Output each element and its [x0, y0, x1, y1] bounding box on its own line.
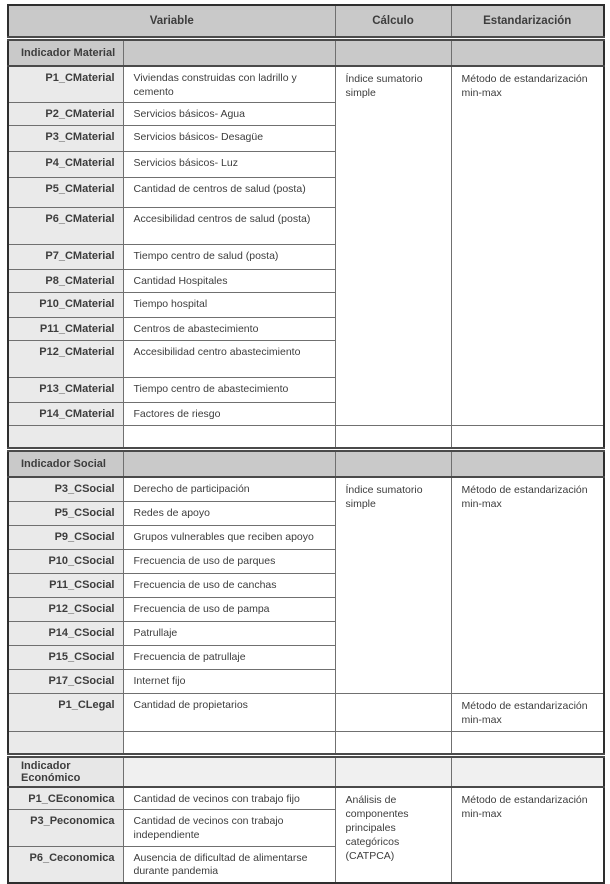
variable-desc-cell: Derecho de participación — [123, 477, 335, 501]
section-empty-cell — [123, 755, 335, 787]
variable-desc-cell: Cantidad de vecinos con trabajo fijo — [123, 787, 335, 810]
variables-table-body — [8, 39, 604, 884]
variable-desc-cell: Ausencia de dificultad de alimentarse durante pandemia — [123, 846, 335, 883]
section-title: Indicador Material — [8, 39, 123, 67]
variable-desc-cell: Servicios básicos- Luz — [123, 152, 335, 178]
separator-row — [8, 426, 604, 450]
variable-code-cell: P2_CMaterial — [8, 103, 123, 126]
separator-cell — [123, 426, 335, 450]
variable-code-cell: P1_CMaterial — [8, 66, 123, 103]
variable-code-cell: P3_CMaterial — [8, 126, 123, 152]
section-empty-cell — [451, 39, 604, 67]
separator-cell — [335, 426, 451, 450]
section-empty-cell — [123, 39, 335, 67]
variable-desc-cell: Viviendas construidas con ladrillo y cemento — [123, 66, 335, 103]
variable-code-cell: P5_CMaterial — [8, 178, 123, 208]
estandarizacion-cell: Método de estandarización min-max — [451, 693, 604, 731]
estandarizacion-cell: Método de estandarización min-max — [451, 66, 604, 426]
variable-code-cell: P5_CSocial — [8, 501, 123, 525]
table-row — [8, 477, 604, 501]
section-header-row — [8, 39, 604, 67]
variable-desc-cell: Frecuencia de uso de parques — [123, 549, 335, 573]
section-title: Indicador Económico — [8, 755, 123, 787]
variable-desc-cell: Cantidad de propietarios — [123, 693, 335, 731]
variable-code-cell: P12_CSocial — [8, 597, 123, 621]
variable-desc-cell: Cantidad de centros de salud (posta) — [123, 178, 335, 208]
section-header-row — [8, 450, 604, 478]
variable-desc-cell: Internet fijo — [123, 669, 335, 693]
variable-code-cell: P10_CSocial — [8, 549, 123, 573]
column-header-estandarizacion: Estandarización — [451, 5, 604, 39]
separator-cell — [451, 426, 604, 450]
estandarizacion-cell: Método de estandarización min-max — [451, 787, 604, 883]
section-empty-cell — [335, 755, 451, 787]
variable-code-cell: P14_CSocial — [8, 621, 123, 645]
separator-cell — [335, 731, 451, 755]
variable-code-cell: P15_CSocial — [8, 645, 123, 669]
calculo-cell: Índice sumatorio simple — [335, 66, 451, 426]
calculo-cell — [335, 693, 451, 731]
table-row — [8, 787, 604, 810]
separator-cell — [451, 731, 604, 755]
separator-cell — [123, 731, 335, 755]
variable-desc-cell: Cantidad Hospitales — [123, 270, 335, 293]
section-empty-cell — [451, 755, 604, 787]
variable-code-cell: P7_CMaterial — [8, 245, 123, 270]
variable-desc-cell: Frecuencia de uso de pampa — [123, 597, 335, 621]
section-empty-cell — [451, 450, 604, 478]
variable-desc-cell: Redes de apoyo — [123, 501, 335, 525]
table-row — [8, 66, 604, 103]
variable-code-cell: P11_CSocial — [8, 573, 123, 597]
variable-code-cell: P1_CLegal — [8, 693, 123, 731]
variable-code-cell: P17_CSocial — [8, 669, 123, 693]
variable-code-cell: P11_CMaterial — [8, 318, 123, 341]
variable-code-cell: P9_CSocial — [8, 525, 123, 549]
section-empty-cell — [123, 450, 335, 478]
variable-desc-cell: Tiempo centro de abastecimiento — [123, 378, 335, 403]
variables-table — [7, 4, 605, 884]
variable-desc-cell: Servicios básicos- Desagüe — [123, 126, 335, 152]
variable-desc-cell: Factores de riesgo — [123, 403, 335, 426]
variable-desc-cell: Frecuencia de uso de canchas — [123, 573, 335, 597]
variable-code-cell: P8_CMaterial — [8, 270, 123, 293]
calculo-cell: Índice sumatorio simple — [335, 477, 451, 693]
variable-code-cell: P1_CEconomica — [8, 787, 123, 810]
variable-code-cell: P14_CMaterial — [8, 403, 123, 426]
table-header-row — [8, 5, 604, 39]
table-row — [8, 693, 604, 731]
variable-desc-cell: Patrullaje — [123, 621, 335, 645]
variable-desc-cell: Grupos vulnerables que reciben apoyo — [123, 525, 335, 549]
variable-desc-cell: Centros de abastecimiento — [123, 318, 335, 341]
variable-desc-cell: Accesibilidad centro abastecimiento — [123, 341, 335, 378]
variable-desc-cell: Tiempo hospital — [123, 293, 335, 318]
column-header-calculo: Cálculo — [335, 5, 451, 39]
separator-cell — [8, 426, 123, 450]
variable-desc-cell: Cantidad de vecinos con trabajo independiente — [123, 810, 335, 846]
variable-code-cell: P3_Peconomica — [8, 810, 123, 846]
variable-code-cell: P6_Ceconomica — [8, 846, 123, 883]
section-empty-cell — [335, 450, 451, 478]
variable-desc-cell: Accesibilidad centros de salud (posta) — [123, 208, 335, 245]
variable-code-cell: P12_CMaterial — [8, 341, 123, 378]
separator-row — [8, 731, 604, 755]
variable-code-cell: P3_CSocial — [8, 477, 123, 501]
variable-code-cell: P6_CMaterial — [8, 208, 123, 245]
variable-desc-cell: Frecuencia de patrullaje — [123, 645, 335, 669]
estandarizacion-cell: Método de estandarización min-max — [451, 477, 604, 693]
variable-code-cell: P4_CMaterial — [8, 152, 123, 178]
section-header-row — [8, 755, 604, 787]
section-title: Indicador Social — [8, 450, 123, 478]
column-header-variable: Variable — [8, 5, 335, 39]
separator-cell — [8, 731, 123, 755]
variable-code-cell: P10_CMaterial — [8, 293, 123, 318]
variable-desc-cell: Servicios básicos- Agua — [123, 103, 335, 126]
section-empty-cell — [335, 39, 451, 67]
calculo-cell: Análisis de componentes principales categóricos (CATPCA) — [335, 787, 451, 883]
variable-desc-cell: Tiempo centro de salud (posta) — [123, 245, 335, 270]
variable-code-cell: P13_CMaterial — [8, 378, 123, 403]
